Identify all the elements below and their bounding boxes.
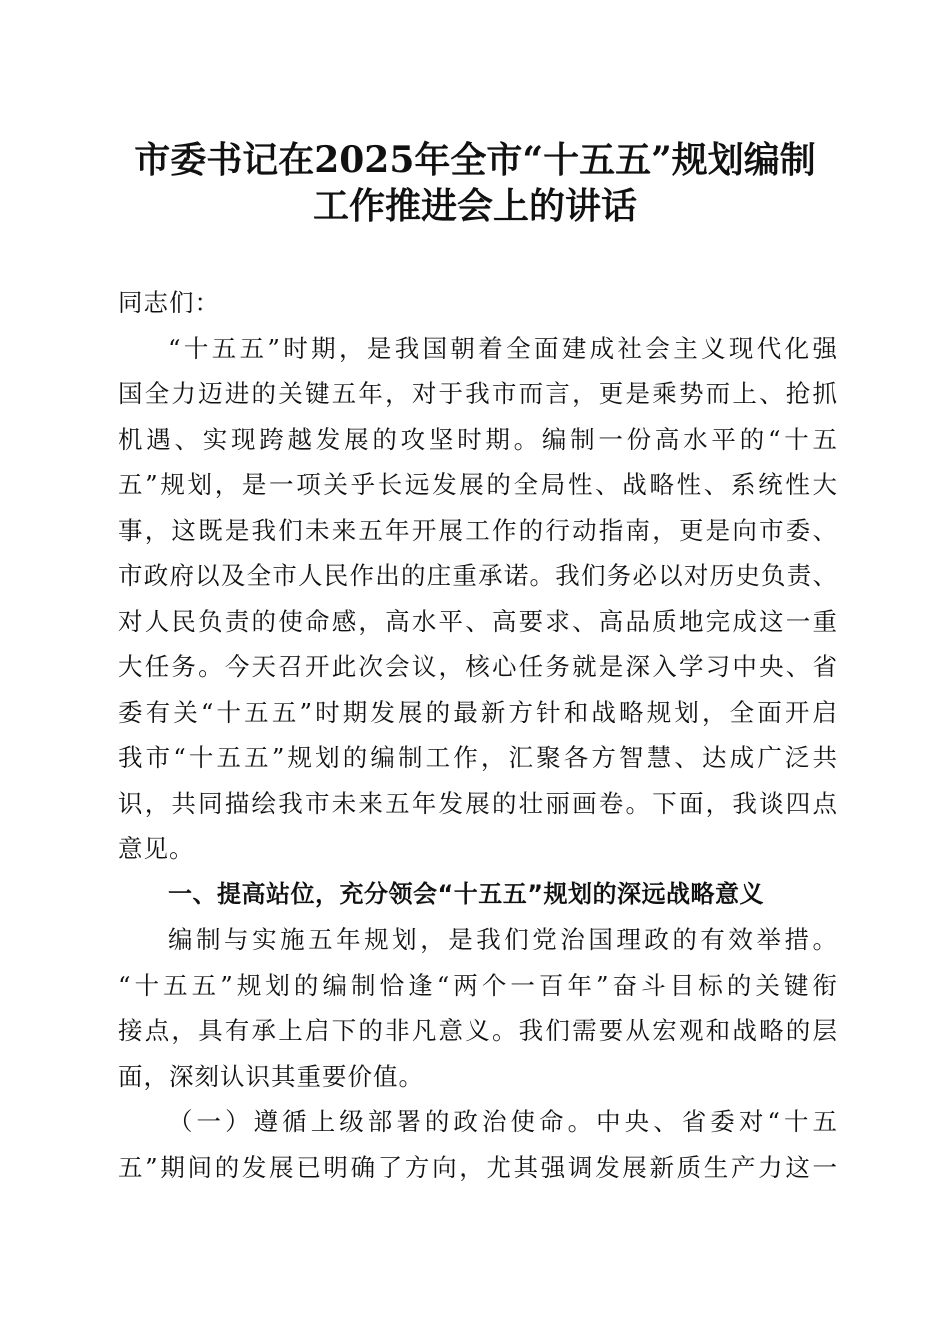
paragraph-line: 编制与实施五年规划，是我们党治国理政的有效举措。 xyxy=(168,925,838,954)
paragraph-line: 五”规划，是一项关乎长远发展的全局性、战略性、系统性大 xyxy=(118,470,838,499)
section-heading-1: 一、提高站位，充分领会“十五五”规划的深远战略意义 xyxy=(168,879,765,908)
paragraph-line: 识，共同描绘我市未来五年发展的壮丽画卷。下面，我谈四点 xyxy=(118,788,838,818)
paragraph-line: 接点，具有承上启下的非凡意义。我们需要从宏观和战略的层 xyxy=(118,1016,838,1045)
document-body xyxy=(118,280,838,1190)
paragraph-line: 市政府以及全市人民作出的庄重承诺。我们务必以对历史负责、 xyxy=(118,561,838,590)
paragraph-line: 事，这既是我们未来五年开展工作的行动指南，更是向市委、 xyxy=(118,515,838,545)
paragraph-line: （一）遵循上级部署的政治使命。中央、省委对“十五 xyxy=(168,1107,838,1136)
paragraph-line: 我市“十五五”规划的编制工作，汇聚各方智慧、达成广泛共 xyxy=(118,743,838,772)
salutation: 同志们： xyxy=(118,288,220,317)
paragraph-line: “十五五”规划的编制恰逢“两个一百年”奋斗目标的关键衔 xyxy=(118,970,838,1000)
paragraph-line: 国全力迈进的关键五年，对于我市而言，更是乘势而上、抢抓 xyxy=(118,379,838,408)
paragraph-line: 机遇、实现跨越发展的攻坚时期。编制一份高水平的“十五 xyxy=(118,424,838,454)
paragraph-line: 对人民负责的使命感，高水平、高要求、高品质地完成这一重 xyxy=(118,606,838,636)
document-title-line-1: 市委书记在2025年全市“十五五”规划编制 xyxy=(134,139,816,181)
paragraph-line: 委有关“十五五”时期发展的最新方针和战略规划，全面开启 xyxy=(118,697,838,727)
document-title-line-2: 工作推进会上的讲话 xyxy=(312,185,637,227)
paragraph-line: 面，深刻认识其重要价值。 xyxy=(118,1061,424,1091)
paragraph-line: 大任务。今天召开此次会议，核心任务就是深入学习中央、省 xyxy=(118,652,838,681)
paragraph-line: 意见。 xyxy=(118,834,195,863)
paragraph-line: 五”期间的发展已明确了方向，尤其强调发展新质生产力这一 xyxy=(118,1152,838,1182)
paragraph-line: “十五五”时期，是我国朝着全面建成社会主义现代化强 xyxy=(168,333,838,363)
